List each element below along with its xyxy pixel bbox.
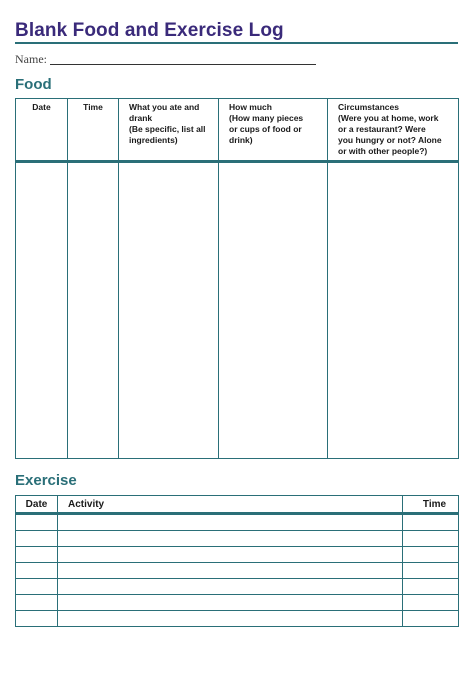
- exercise-time-cell[interactable]: [403, 579, 459, 595]
- exercise-row: [16, 611, 459, 627]
- food-col-time: Time: [68, 99, 119, 162]
- exercise-activity-cell[interactable]: [58, 595, 403, 611]
- exercise-time-cell[interactable]: [403, 563, 459, 579]
- exercise-activity-cell[interactable]: [58, 514, 403, 531]
- exercise-date-cell[interactable]: [16, 531, 58, 547]
- food-col-circumstances: Circumstances (Were you at home, work or a restaurant? Were you hungry or not? Alone or with other people?): [328, 99, 459, 162]
- exercise-activity-cell[interactable]: [58, 547, 403, 563]
- exercise-date-cell[interactable]: [16, 595, 58, 611]
- name-label: Name:: [15, 52, 47, 66]
- food-col-date: Date: [16, 99, 68, 162]
- exercise-activity-cell[interactable]: [58, 531, 403, 547]
- exercise-table: [15, 495, 459, 627]
- name-field-line[interactable]: [50, 64, 316, 65]
- food-circumstances-cell[interactable]: [328, 162, 459, 459]
- food-col-how-much: How much (How many pieces or cups of food or drink): [219, 99, 328, 162]
- exercise-time-cell[interactable]: [403, 531, 459, 547]
- exercise-time-cell[interactable]: [403, 611, 459, 627]
- exercise-date-cell[interactable]: [16, 579, 58, 595]
- exercise-col-activity: Activity: [58, 496, 403, 514]
- exercise-heading: Exercise: [15, 472, 77, 489]
- exercise-date-cell[interactable]: [16, 611, 58, 627]
- exercise-col-date: Date: [16, 496, 58, 514]
- exercise-activity-cell[interactable]: [58, 579, 403, 595]
- exercise-activity-cell[interactable]: [58, 611, 403, 627]
- food-time-cell[interactable]: [68, 162, 119, 459]
- exercise-row: [16, 595, 459, 611]
- exercise-activity-cell[interactable]: [58, 563, 403, 579]
- food-col-what: What you ate and drank (Be specific, list all ingredients): [119, 99, 219, 162]
- title-rule: [15, 42, 458, 44]
- food-entry-row: [16, 162, 459, 459]
- exercise-row: [16, 563, 459, 579]
- exercise-row: [16, 547, 459, 563]
- exercise-rows: [16, 514, 459, 627]
- exercise-date-cell[interactable]: [16, 514, 58, 531]
- food-how-much-cell[interactable]: [219, 162, 328, 459]
- food-heading: Food: [15, 76, 52, 93]
- exercise-time-cell[interactable]: [403, 547, 459, 563]
- food-table: [15, 98, 459, 459]
- page-title: Blank Food and Exercise Log: [15, 20, 284, 41]
- exercise-time-cell[interactable]: [403, 514, 459, 531]
- food-date-cell[interactable]: [16, 162, 68, 459]
- exercise-date-cell[interactable]: [16, 563, 58, 579]
- exercise-row: [16, 531, 459, 547]
- exercise-time-cell[interactable]: [403, 595, 459, 611]
- exercise-col-time: Time: [403, 496, 459, 514]
- exercise-row: [16, 514, 459, 531]
- exercise-row: [16, 579, 459, 595]
- exercise-date-cell[interactable]: [16, 547, 58, 563]
- food-what-cell[interactable]: [119, 162, 219, 459]
